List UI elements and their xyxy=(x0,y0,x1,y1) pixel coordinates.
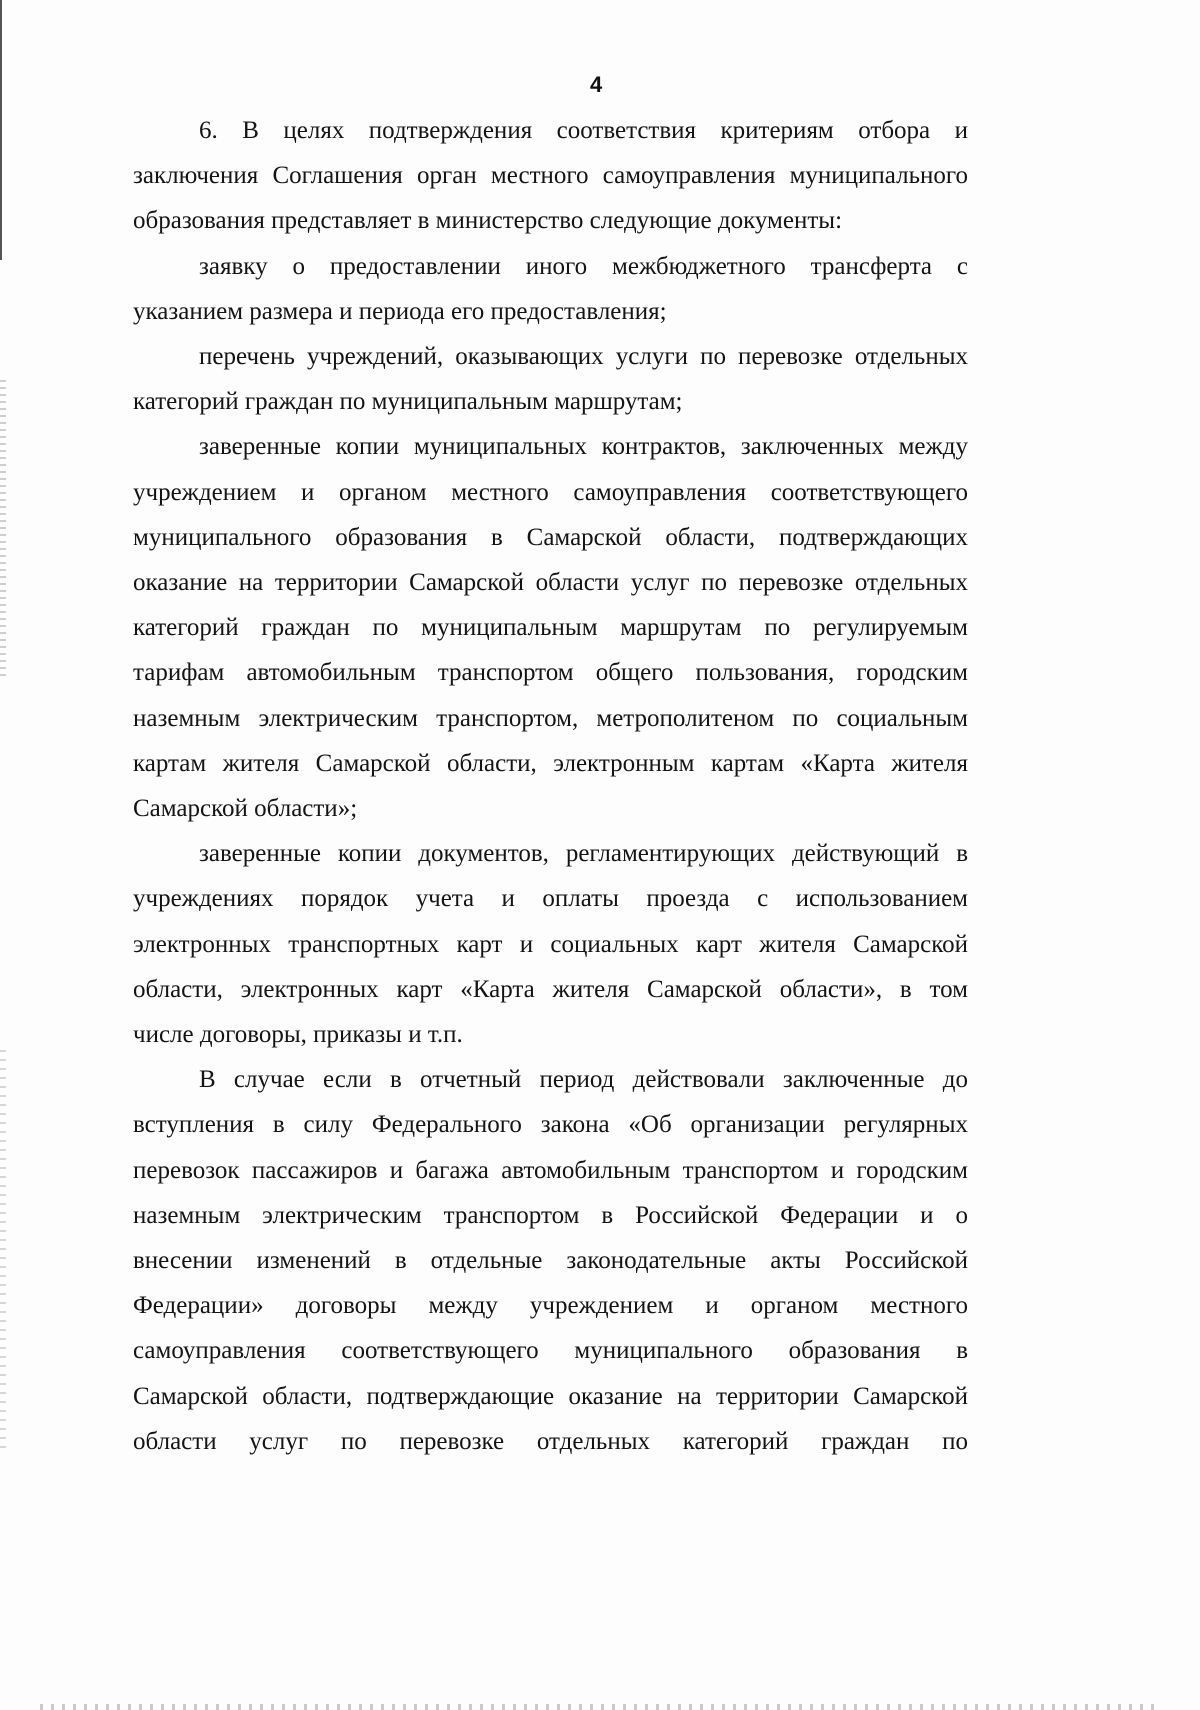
text-line: Федерации» договоры между учреждением и органом местного xyxy=(133,1292,968,1320)
text-line: наземным электрическим транспортом, метрополитеном по социальным xyxy=(133,704,968,732)
text-line: перечень учреждений, оказывающих услуги по перевозке отдельных xyxy=(199,343,968,371)
text-line: заверенные копии документов, регламентирующих действующий в xyxy=(199,840,968,868)
text-line: категорий граждан по муниципальным маршрутам; xyxy=(133,388,683,416)
scan-edge-artifact xyxy=(0,0,2,260)
text-line: вступления в силу Федерального закона «Об организации регулярных xyxy=(133,1111,968,1139)
paragraph xyxy=(133,244,968,334)
text-line: муниципального образования в Самарской области, подтверждающих xyxy=(133,523,968,551)
text-line: области услуг по перевозке отдельных категорий граждан по xyxy=(133,1427,968,1455)
text-line: 6. В целях подтверждения соответствия критериям отбора и xyxy=(199,117,968,144)
document-body xyxy=(133,108,968,1464)
text-line: картам жителя Самарской области, электронным картам «Карта жителя xyxy=(133,749,968,777)
text-line: учреждением и органом местного самоуправления соответствующего xyxy=(133,478,968,506)
text-line: числе договоры, приказы и т.п. xyxy=(133,1021,463,1049)
text-line: оказание на территории Самарской области услуг по перевозке отдельных xyxy=(133,569,968,597)
scan-noise-artifact xyxy=(0,1050,6,1450)
text-line: заверенные копии муниципальных контрактов, заключенных между xyxy=(199,433,968,461)
paragraph xyxy=(133,831,968,1057)
scan-noise-artifact xyxy=(0,380,6,680)
paragraph xyxy=(133,108,968,244)
text-line: категорий граждан по муниципальным маршрутам по регулируемым xyxy=(133,614,968,642)
text-line: образования представляет в министерство следующие документы: xyxy=(133,207,843,235)
text-line: самоуправления соответствующего муниципального образования в xyxy=(133,1337,968,1365)
text-line: области, электронных карт «Карта жителя Самарской области», в том xyxy=(133,975,968,1003)
text-line: В случае если в отчетный период действовали заключенные до xyxy=(199,1066,968,1094)
text-line: перевозок пассажиров и багажа автомобильным транспортом и городским xyxy=(133,1156,968,1184)
scan-bottom-artifact xyxy=(40,1704,1160,1710)
text-line: указанием размера и периода его предоставления; xyxy=(133,297,667,325)
text-line: тарифам автомобильным транспортом общего пользования, городским xyxy=(133,659,968,687)
text-line: учреждениях порядок учета и оплаты проезда с использованием xyxy=(133,885,968,913)
paragraph xyxy=(133,424,968,831)
text-line: внесении изменений в отдельные законодательные акты Российской xyxy=(133,1247,968,1275)
text-line: Самарской области»; xyxy=(133,795,358,823)
paragraph xyxy=(133,1057,968,1464)
text-line: наземным электрическим транспортом в Российской Федерации и о xyxy=(133,1201,968,1229)
page-number: 4 xyxy=(590,72,603,97)
paragraph xyxy=(133,334,968,424)
text-line: Самарской области, подтверждающие оказание на территории Самарской xyxy=(133,1382,968,1410)
text-line: заключения Соглашения орган местного самоуправления муниципального xyxy=(133,162,968,190)
text-line: электронных транспортных карт и социальных карт жителя Самарской xyxy=(133,930,968,958)
text-line: заявку о предоставлении иного межбюджетного трансферта с xyxy=(199,252,968,280)
